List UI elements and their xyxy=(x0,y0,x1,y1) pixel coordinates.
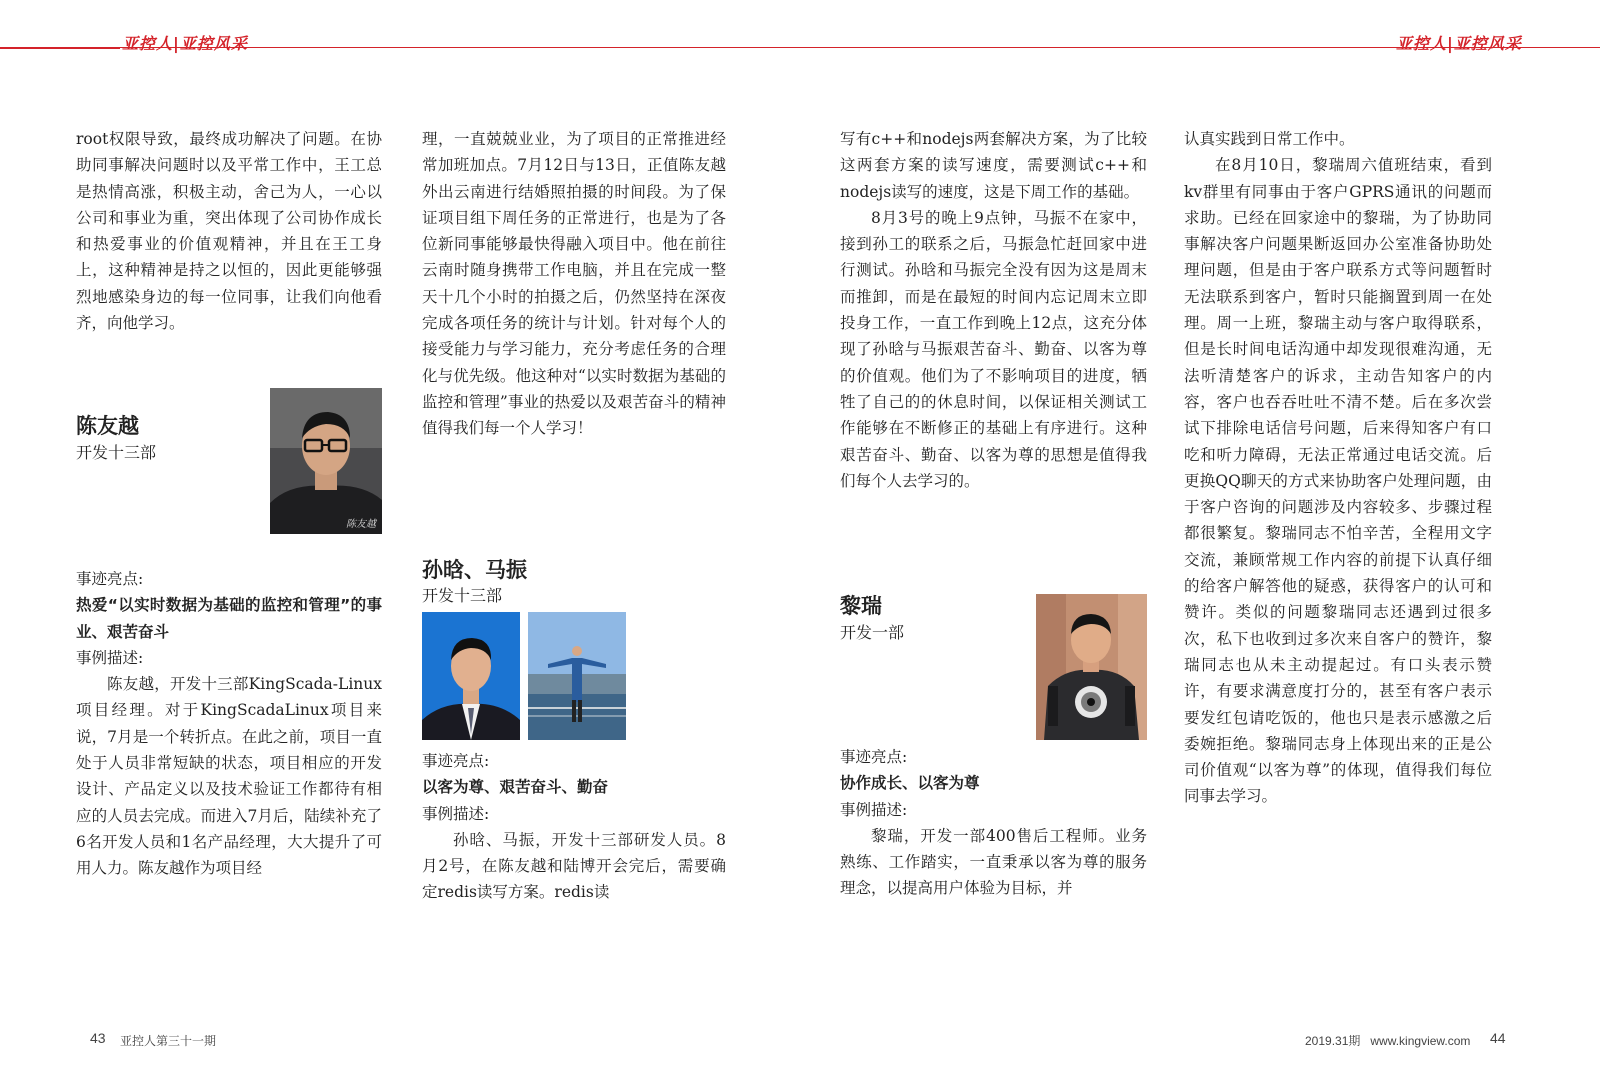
person-name-sun-ma: 孙晗、马振 xyxy=(422,558,527,582)
photo-sun-han xyxy=(422,612,520,740)
description-text: 黎瑞，开发一部400售后工程师。业务熟练、工作踏实，一直秉承以客为尊的服务理念，以提高用户体验为目标，并 xyxy=(840,826,1147,898)
story-paragraph: 在8月10日，黎瑞周六值班结束，看到kv群里有同事由于客户GPRS通讯的问题而求助。已经在回家途中的黎瑞，为了协助同事解决客户问题果断返回办公室准备协助处理问题，但是由于客户联系方式等问题暂时无法联系到客户，暂时只能搁置到周一在处理。周一上班，黎瑞主动与客户取得联系，但是长时间电话沟通中却发现很难沟通，无法听清楚客户的诉求，主动告知客户的内容，客户也吞吞吐吐不清不楚。后在多次尝试下排除电话信号问题，后来得知客户有口吃和听力障碍，无法正常通过电话交流。后更换QQ聊天的方式来协助客户处理问题，由于客户咨询的问题涉及内容较多、步骤过程都很繁复。黎瑞同志不怕辛苦，全程用文字交流，兼顾常规工作内容的前提下认真仔细的给客户解答他的疑惑，获得客户的认可和赞许。类似的问题黎瑞同志还遇到过很多次，私下也收到过多次来自客户的赞许，黎瑞同志也从未主动提起过。有口头表示赞许，有要求满意度打分的，甚至有客户表示要发红包请吃饭的，他也只是表示感激之后委婉拒绝。黎瑞同志身上体现出来的正是公司价值观“以客为尊”的体现，值得我们每位同事去学习。 xyxy=(1184,156,1492,806)
description-text: 陈友越，开发十三部KingScada-Linux项目经理。对于KingScadaLinux项目来说，7月是一个转折点。在此之前，项目一直处于人员非常短缺的状态，项目相应的开发设计、产品定义以及技术验证工作都待有相应的人员去完成。而进入7月后，陆续补充了6名开发人员和1名产品经理，大大提升了可用人力。陈友越作为项目经 xyxy=(76,675,382,878)
description-label: 事例描述: xyxy=(422,804,490,823)
page-number-left: 43 xyxy=(90,1030,106,1046)
column-1-intro xyxy=(76,126,382,336)
person-dept-li-rui: 开发一部 xyxy=(840,623,905,642)
story-paragraph: 8月3号的晚上9点钟，马振不在家中，接到孙工的联系之后，马振急忙赶回家中进行测试。孙晗和马振完全没有因为这是周末而推卸，而是在最短的时间内忘记周末立即投身工作，一直工作到晚上12点，这充分体现了孙晗与马振艰苦奋斗、勤奋、以客为尊的价值观。他们为了不影响项目的进度，牺牲了自己的的休息时间，以保证相关测试工作能够在不断修正的基础上有序进行。这种艰苦奋斗、勤奋、以客为尊的思想是值得我们每个人去学习的。 xyxy=(840,208,1147,490)
photo-chen-youyue xyxy=(270,388,382,534)
highlight-label: 事迹亮点: xyxy=(840,748,908,766)
photo-li-rui xyxy=(1036,594,1147,740)
header-rule-accent xyxy=(0,47,120,49)
highlight-text: 协作成长、以客为尊 xyxy=(840,774,980,793)
header-brand-right: 亚控人|亚控风采 xyxy=(1396,34,1522,53)
person-name-chen: 陈友越 xyxy=(76,414,139,438)
column-4-continued xyxy=(1184,126,1492,810)
continued-paragraph: 理，一直兢兢业业，为了项目的正常推进经常加班加点。7月12日与13日，正值陈友越外出云南进行结婚照拍摄的时间段。为了保证项目组下周任务的正常进行，也是为了各位新同事能够最快得融入项目中。他在前往云南时随身携带工作电脑，并且在完成一整天十几个小时的拍摄之后，仍然坚持在深夜完成各项任务的统计与计划。针对每个人的接受能力与学习能力，充分考虑任务的合理化与优先级。他这种对“以实时数据为基础的监控和管理”事业的热爱以及艰苦奋斗的精神值得我们每一个人学习！ xyxy=(422,130,726,438)
description-label: 事例描述: xyxy=(76,648,144,667)
highlight-label: 事迹亮点: xyxy=(76,570,144,588)
highlight-label: 事迹亮点: xyxy=(422,752,490,770)
person-dept-sun-ma: 开发十三部 xyxy=(422,586,503,605)
description-label: 事例描述: xyxy=(840,800,908,819)
footer-issue-right: 2019.31期 www.kingview.com xyxy=(1305,1034,1471,1048)
person-dept-chen: 开发十三部 xyxy=(76,443,157,462)
description-text: 孙晗、马振，开发十三部研发人员。8月2号，在陈友越和陆博开会完后，需要确定redis读写方案。redis读 xyxy=(422,830,726,902)
column-2-continued xyxy=(422,126,726,442)
column-3-continued xyxy=(840,126,1147,494)
page-number-right: 44 xyxy=(1490,1030,1506,1046)
intro-paragraph: root权限导致，最终成功解决了问题。在协助同事解决问题时以及平常工作中，王工总是热情高涨，积极主动，舍己为人，一心以公司和事业为重，突出体现了公司协作成长和热爱事业的价值观精神，并且在王工身上，这种精神是持之以恒的，因此更能够强烈地感染身边的每一位同事，让我们向他看齐，向他学习。 xyxy=(76,130,382,333)
highlight-text: 以客为尊、艰苦奋斗、勤奋 xyxy=(422,778,609,797)
continued-paragraph: 写有c++和nodejs两套解决方案，为了比较这两套方案的读写速度，需要测试c++和nodejs读写的速度，这是下周工作的基础。 xyxy=(840,130,1147,201)
header-brand-left: 亚控人|亚控风采 xyxy=(122,34,248,53)
continued-paragraph: 认真实践到日常工作中。 xyxy=(1184,130,1355,148)
highlight-text: 热爱“以实时数据为基础的监控和管理”的事业、艰苦奋斗 xyxy=(76,596,382,641)
photo-ma-zhen xyxy=(528,612,626,740)
column-3-story xyxy=(840,744,1147,902)
photo-caption: 陈友越 xyxy=(346,519,376,530)
person-name-li-rui: 黎瑞 xyxy=(840,594,882,618)
column-1-story xyxy=(76,566,382,882)
column-2-story xyxy=(422,748,726,906)
footer-issue-left: 亚控人第三十一期 xyxy=(120,1034,217,1048)
